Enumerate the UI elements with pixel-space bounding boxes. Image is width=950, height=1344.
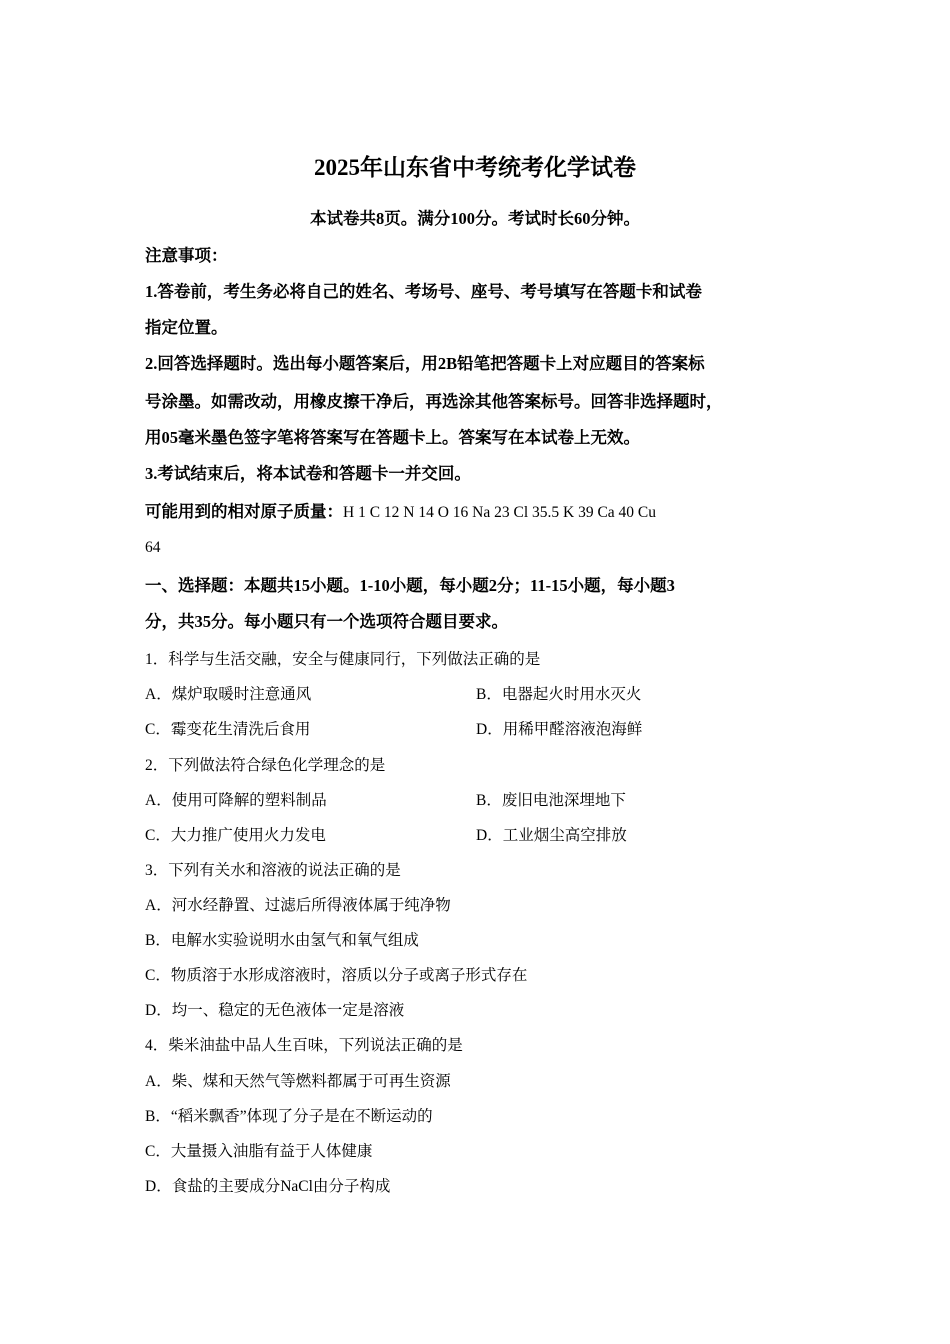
question-3-stem: 3．下列有关水和溶液的说法正确的是 — [145, 862, 401, 879]
question-2-option-d: D．工业烟尘高空排放 — [476, 827, 627, 844]
atomic-mass-line-2: 64 — [145, 539, 161, 556]
notice-item-1-line-2: 指定位置。 — [145, 318, 228, 337]
question-2-option-c: C．大力推广使用火力发电 — [145, 827, 326, 844]
question-1-option-d: D．用稀甲醛溶液泡海鲜 — [476, 721, 643, 738]
question-1-option-b: B．电器起火时用水灭火 — [476, 686, 642, 703]
atomic-mass-label: 可能用到的相对原子质量： — [145, 502, 343, 521]
question-2-option-a: A．使用可降解的塑料制品 — [145, 792, 327, 809]
question-3-option-d: D．均一、稳定的无色液体一定是溶液 — [145, 1002, 405, 1019]
atomic-mass-line-1 — [145, 500, 656, 525]
section-1-line-1: 一、选择题：本题共15小题。1-10小题，每小题2分；11-15小题，每小题3 — [145, 576, 675, 595]
atomic-mass-values: H 1 C 12 N 14 O 16 Na 23 Cl 35.5 K 39 Ca 40 Cu — [343, 504, 657, 521]
question-3-option-c: C．物质溶于水形成溶液时，溶质以分子或离子形式存在 — [145, 967, 528, 984]
section-1-line-2: 分，共35分。每小题只有一个选项符合题目要求。 — [145, 612, 508, 631]
question-1-stem: 1．科学与生活交融，安全与健康同行，下列做法正确的是 — [145, 651, 541, 668]
question-3-option-b: B．电解水实验说明水由氢气和氧气组成 — [145, 932, 419, 949]
question-4-option-b: B．“稻米飘香”体现了分子是在不断运动的 — [145, 1108, 433, 1125]
question-4-option-c: C．大量摄入油脂有益于人体健康 — [145, 1143, 373, 1160]
exam-subtitle: 本试卷共8页。满分100分。考试时长60分钟。 — [310, 209, 640, 228]
exam-title: 2025年山东省中考统考化学试卷 — [314, 155, 636, 180]
notice-item-2-line-1: 2.回答选择题时。选出每小题答案后，用2B铅笔把答题卡上对应题目的答案标 — [145, 354, 705, 373]
question-3-option-a: A．河水经静置、过滤后所得液体属于纯净物 — [145, 897, 451, 914]
notice-item-1-line-1: 1.答卷前，考生务必将自己的姓名、考场号、座号、考号填写在答题卡和试卷 — [145, 282, 702, 301]
question-2-stem: 2．下列做法符合绿色化学理念的是 — [145, 757, 386, 774]
question-4-option-d: D．食盐的主要成分NaCl由分子构成 — [145, 1178, 391, 1195]
question-1-option-a: A．煤炉取暖时注意通风 — [145, 686, 312, 703]
notice-item-2-line-3: 用05毫米墨色签字笔将答案写在答题卡上。答案写在本试卷上无效。 — [145, 428, 640, 447]
notice-item-3: 3.考试结束后，将本试卷和答题卡一并交回。 — [145, 464, 471, 483]
question-4-option-a: A．柴、煤和天然气等燃料都属于可再生资源 — [145, 1073, 451, 1090]
notice-heading: 注意事项： — [145, 246, 228, 265]
question-1-option-c: C．霉变花生清洗后食用 — [145, 721, 311, 738]
question-4-stem: 4．柴米油盐中品人生百味，下列说法正确的是 — [145, 1037, 463, 1054]
notice-item-2-line-2: 号涂墨。如需改动，用橡皮擦干净后，再选涂其他答案标号。回答非选择题时， — [145, 392, 723, 411]
question-2-option-b: B．废旧电池深埋地下 — [476, 792, 626, 809]
